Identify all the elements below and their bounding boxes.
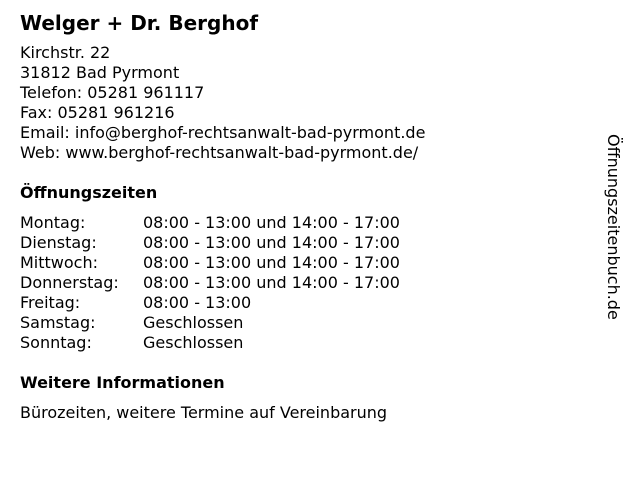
hours-row-tuesday bbox=[20, 233, 400, 253]
phone-line: Telefon: 05281 961117 bbox=[20, 83, 205, 102]
email-line: Email: info@berghof-rechtsanwalt-bad-pyrmont.de bbox=[20, 123, 426, 142]
time-value: Geschlossen bbox=[143, 313, 244, 332]
contact-block bbox=[20, 43, 425, 163]
hours-heading: Öffnungszeiten bbox=[20, 183, 158, 202]
hours-row-wednesday bbox=[20, 253, 400, 273]
city-address: 31812 Bad Pyrmont bbox=[20, 63, 180, 82]
time-value: 08:00 - 13:00 und 14:00 - 17:00 bbox=[143, 213, 400, 232]
fax-line: Fax: 05281 961216 bbox=[20, 103, 175, 122]
day-label: Dienstag: bbox=[20, 233, 97, 252]
info-text: Bürozeiten, weitere Termine auf Vereinbarung bbox=[20, 403, 388, 422]
hours-row-friday bbox=[20, 293, 400, 313]
time-value: 08:00 - 13:00 und 14:00 - 17:00 bbox=[143, 233, 400, 252]
hours-row-sunday bbox=[20, 333, 400, 353]
time-value: 08:00 - 13:00 bbox=[143, 293, 252, 312]
day-label: Samstag: bbox=[20, 313, 96, 332]
hours-row-saturday bbox=[20, 313, 400, 333]
day-label: Montag: bbox=[20, 213, 86, 232]
day-label: Mittwoch: bbox=[20, 253, 98, 272]
business-name: Welger + Dr. Berghof bbox=[20, 11, 259, 35]
hours-row-monday bbox=[20, 213, 400, 233]
hours-row-thursday bbox=[20, 273, 400, 293]
time-value: 08:00 - 13:00 und 14:00 - 17:00 bbox=[143, 253, 400, 272]
info-heading: Weitere Informationen bbox=[20, 373, 225, 392]
sidebar-brand: Öffnungszeitenbuch.de bbox=[604, 134, 623, 320]
day-label: Donnerstag: bbox=[20, 273, 119, 292]
day-label: Sonntag: bbox=[20, 333, 92, 352]
time-value: Geschlossen bbox=[143, 333, 244, 352]
web-line: Web: www.berghof-rechtsanwalt-bad-pyrmont.de/ bbox=[20, 143, 419, 162]
street-address: Kirchstr. 22 bbox=[20, 43, 111, 62]
hours-table bbox=[20, 213, 400, 353]
day-label: Freitag: bbox=[20, 293, 81, 312]
time-value: 08:00 - 13:00 und 14:00 - 17:00 bbox=[143, 273, 400, 292]
